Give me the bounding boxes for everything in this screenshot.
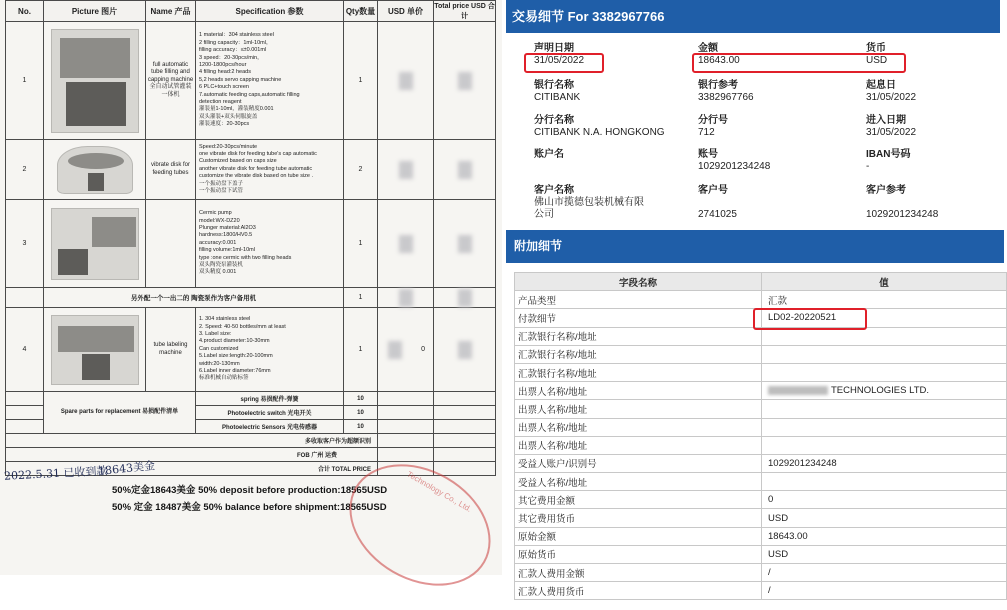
amount-field: 金额 18643.00 — [698, 43, 740, 66]
handwritten-receipt-note: 2022.5.31 已收到款 — [3, 464, 108, 483]
item-name: full automatic tube filling and capping machine 全自动试管灌装一体机 — [146, 22, 196, 140]
branch-name-field: 分行名称 CITIBANK N.A. HONGKONG — [534, 115, 665, 138]
item-qty: 1 — [344, 308, 378, 392]
item-qty: 1 — [344, 200, 378, 288]
item-qty: 1 — [344, 288, 378, 308]
declare-date-value: 31/05/2022 — [534, 55, 585, 66]
extra-field-name: 原始金额 — [515, 527, 762, 545]
item-picture — [44, 140, 146, 200]
currency-field: 货币 USD — [866, 43, 888, 66]
customer-name-field: 客户名称 佛山市揽德包装机械有限 公司 — [534, 185, 644, 220]
item-no: 1 — [6, 22, 44, 140]
spare-item-qty: 10 — [344, 392, 378, 406]
item-no: 4 — [6, 308, 44, 392]
table-row — [515, 436, 1007, 454]
customer-ref-field: 客户参考 1029201234248 — [866, 185, 939, 220]
handwritten-amount-note: 18643美金 — [97, 459, 156, 478]
extra-field-value — [762, 436, 1007, 454]
labeling-machine-photo — [51, 315, 139, 385]
vibrate-disk-photo — [57, 146, 133, 194]
header-qty: Qty数量 — [344, 1, 378, 22]
extra-field-value: / — [762, 564, 1007, 582]
item-spec: Cermic pump model:WX-DZ20 Plunger material:Al2O3 hardness:1800/HV0.5 accuracy:0.001 filling volume:1ml-10ml type :one cermic with two filling heads 双头陶瓷泵灌装机 双头精度 0.001 — [196, 200, 344, 288]
total-price-redacted — [434, 308, 496, 392]
deposit-line-2: 50% 定金 18487美金 50% balance before shipment:18565USD — [112, 502, 387, 513]
item-spec: 1 material：304 stainless steel 2 filling capacity：1ml-10ml， filling accuracy：≤±0.001ml 3 speed：20-30pcs/min， 1200-1800pcs/hour 4 filling head:2 heads 5,2 heads servo capping machine 6 PLC+touch screen 7.automatic feeding caps,automatic filling detection reagent 灌装量1-10ml，灌装精度0.001 双头灌装+双头伺服旋盖 灌装速度：20-30pcs — [196, 22, 344, 140]
table-row — [515, 454, 1007, 472]
unit-price-redacted — [378, 288, 434, 308]
quotation-header-row — [6, 1, 496, 22]
extra-field-value: USD — [762, 509, 1007, 527]
branch-no-field: 分行号 712 — [698, 115, 728, 138]
table-row — [515, 564, 1007, 582]
amount-value: 18643.00 — [698, 55, 740, 66]
table-row — [515, 509, 1007, 527]
transaction-title: 交易细节 For 3382967766 — [506, 0, 1000, 33]
extra-field-value: 0 — [762, 491, 1007, 509]
extra-field-name: 受益人账户/识别号 — [515, 454, 762, 472]
ceramic-pump-photo — [51, 208, 139, 280]
unit-price-partial: 0 — [378, 308, 434, 392]
extra-field-value: LD02-20220521 — [762, 309, 1007, 327]
extra-field-name: 汇款银行名称/地址 — [515, 345, 762, 363]
table-row — [6, 434, 496, 448]
item-qty: 2 — [344, 140, 378, 200]
declare-date-field: 声明日期 31/05/2022 — [534, 43, 585, 66]
table-row — [515, 418, 1007, 436]
unit-price-redacted — [378, 200, 434, 288]
item-no: 2 — [6, 140, 44, 200]
spare-item-qty: 10 — [344, 420, 378, 434]
item-qty: 1 — [344, 22, 378, 140]
item-name — [146, 200, 196, 288]
extra-field-value: / — [762, 582, 1007, 600]
table-row — [6, 308, 496, 392]
spare-item-name: Photoelectric switch 光电开关 — [196, 406, 344, 420]
table-row — [6, 200, 496, 288]
table-row — [6, 448, 496, 462]
table-row — [6, 22, 496, 140]
extra-field-value — [762, 345, 1007, 363]
extra-field-value: 1029201234248 — [762, 454, 1007, 472]
extra-field-name: 出票人名称/地址 — [515, 382, 762, 400]
redacted-name — [768, 386, 828, 395]
item-picture — [44, 200, 146, 288]
header-picture: Picture 图片 — [44, 1, 146, 22]
table-row — [6, 392, 496, 406]
company-seal: Technology Co., Ltd. — [328, 440, 513, 610]
extra-field-name: 付款细节 — [515, 309, 762, 327]
extra-field-name: 受益人名称/地址 — [515, 473, 762, 491]
table-row — [515, 582, 1007, 600]
table-row — [515, 345, 1007, 363]
account-name-field: 账户名 — [534, 149, 564, 160]
extra-field-value — [762, 473, 1007, 491]
filling-machine-photo — [51, 29, 139, 133]
column-header-field: 字段名称 — [515, 273, 762, 291]
item-spec: Speed:20-30pcs/minute one vibrate disk for feeding tube's cap automatic Customized based on caps size another vibrate disk for feeding tube automatic customize the vibrate disk based on tube size . 一个振动盘下盖子 一个振动盘下试管 — [196, 140, 344, 200]
item-name: vibrate disk for feeding tubes — [146, 140, 196, 200]
extra-field-name: 原始货币 — [515, 545, 762, 563]
account-no-field: 账号 1029201234248 — [698, 149, 771, 172]
total-price-redacted — [434, 288, 496, 308]
extra-field-value: TECHNOLOGIES LTD. — [762, 382, 1007, 400]
extra-field-name: 出票人名称/地址 — [515, 418, 762, 436]
unit-price-redacted — [378, 22, 434, 140]
item-picture — [44, 22, 146, 140]
spare-pump-note: 另外配一个一出二的 陶瓷泵作为客户备用机 — [44, 288, 344, 308]
header-unit-price: USD 单价 — [378, 1, 434, 22]
extra-field-name: 产品类型 — [515, 291, 762, 309]
table-row — [515, 527, 1007, 545]
total-price-label: 合计 TOTAL PRICE — [6, 462, 378, 476]
misc-row-label: 多收取客户作为超额识别 — [6, 434, 378, 448]
table-row — [515, 382, 1007, 400]
extra-field-value: 汇款 — [762, 291, 1007, 309]
extra-field-value: 18643.00 — [762, 527, 1007, 545]
extra-field-value — [762, 418, 1007, 436]
quotation-table — [5, 0, 496, 476]
header-name: Name 产品 — [146, 1, 196, 22]
quotation-photo — [0, 0, 502, 575]
extra-field-name: 出票人名称/地址 — [515, 400, 762, 418]
item-no: 3 — [6, 200, 44, 288]
extra-field-value: USD — [762, 545, 1007, 563]
currency-value: USD — [866, 55, 888, 66]
table-row — [515, 400, 1007, 418]
table-row — [515, 491, 1007, 509]
table-row — [6, 288, 496, 308]
total-price-redacted — [434, 22, 496, 140]
spare-item-name: spring 易损配件-弹簧 — [196, 392, 344, 406]
extra-field-value — [762, 363, 1007, 381]
extra-details-title: 附加细节 — [506, 230, 1004, 263]
iban-field: IBAN号码 - — [866, 149, 911, 172]
customer-no-field: 客户号 2741025 — [698, 185, 737, 220]
bank-name-field: 银行名称 CITIBANK — [534, 80, 581, 103]
item-spec: 1. 304 stainless steel 2. Speed: 40-50 bottles/mm at least 3. Label size: 4.product diameter:10-30mm Can customized 5.Label size:length:20-100mm width:20-130mm 6.Label inner diameter:76mm 标准机械自动贴标签 — [196, 308, 344, 392]
extra-field-name: 汇款银行名称/地址 — [515, 363, 762, 381]
extra-field-name: 汇款人费用金额 — [515, 564, 762, 582]
item-name: tube labeling machine — [146, 308, 196, 392]
extra-field-name: 出票人名称/地址 — [515, 436, 762, 454]
table-row — [6, 140, 496, 200]
column-header-value: 值 — [762, 273, 1007, 291]
highlight-payment-detail — [753, 308, 867, 330]
spare-parts-label: Spare parts for replacement 易损配件清单 — [44, 392, 196, 434]
extra-field-name: 其它费用金额 — [515, 491, 762, 509]
transaction-fields — [506, 33, 1000, 230]
header-total-price: Total price USD 合计 — [434, 1, 496, 22]
bank-ref-field: 银行参考 3382967766 — [698, 80, 754, 103]
extra-field-name: 汇款银行名称/地址 — [515, 327, 762, 345]
total-price-redacted — [434, 140, 496, 200]
deposit-line-1: 50%定金18643美金 50% deposit before production:18565USD — [112, 485, 388, 496]
spare-item-qty: 10 — [344, 406, 378, 420]
post-date-field: 进入日期 31/05/2022 — [866, 115, 917, 138]
bank-transaction-detail — [502, 0, 1000, 598]
total-price-redacted — [434, 200, 496, 288]
extra-field-name: 汇款人费用货币 — [515, 582, 762, 600]
extra-field-value — [762, 400, 1007, 418]
highlight-date — [524, 53, 604, 73]
header-spec: Specification 参数 — [196, 1, 344, 22]
table-row — [515, 545, 1007, 563]
spare-item-name: Photoelectric Sensors 光电传感器 — [196, 420, 344, 434]
unit-price-redacted — [378, 140, 434, 200]
table-row — [515, 363, 1007, 381]
value-date-field: 起息日 31/05/2022 — [866, 80, 917, 103]
extra-field-name: 其它费用货币 — [515, 509, 762, 527]
table-row — [515, 473, 1007, 491]
table-row — [515, 291, 1007, 309]
header-no: No. — [6, 1, 44, 22]
misc-row-label: FOB 广州 运费 — [6, 448, 378, 462]
highlight-amount-currency — [692, 53, 906, 73]
item-picture — [44, 308, 146, 392]
